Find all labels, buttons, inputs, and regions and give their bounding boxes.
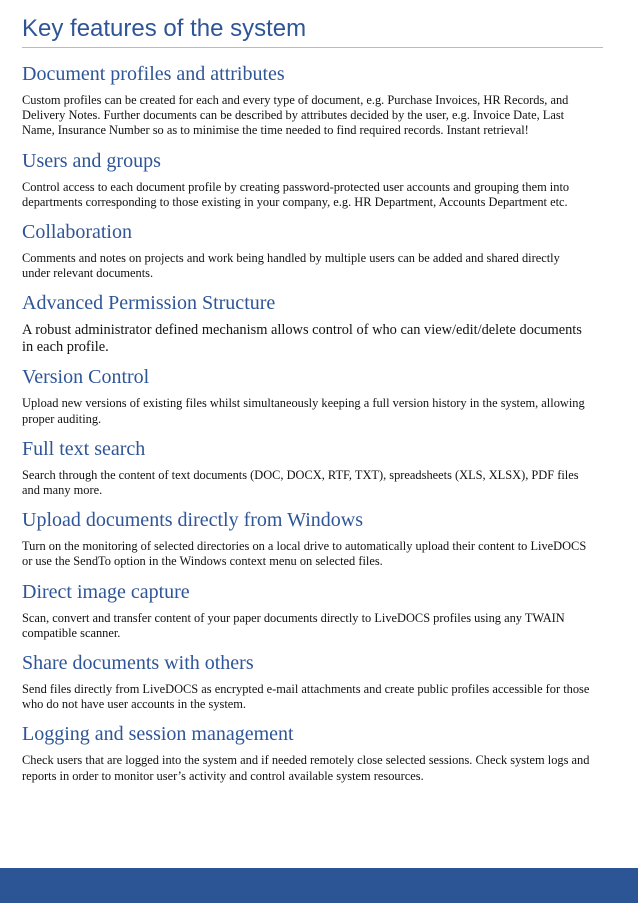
feature-section-upload-windows xyxy=(22,508,590,569)
title-divider xyxy=(22,47,603,48)
section-heading: Version Control xyxy=(22,366,150,389)
section-body: Scan, convert and transfer content of your paper documents directly to LiveDOCS profiles using any TWAIN compatible scanner. xyxy=(22,610,565,640)
section-body: Control access to each document profile by creating password-protected user accounts and grouping them into departments corresponding to those existing in your company, e.g. HR Department, Accounts Department etc. xyxy=(22,179,570,209)
section-heading: Advanced Permission Structure xyxy=(22,292,276,315)
section-heading: Collaboration xyxy=(22,221,132,244)
section-body: Send files directly from LiveDOCS as encrypted e-mail attachments and create public profiles accessible for those who do not have user accounts in the system. xyxy=(22,682,590,712)
feature-section-version-control xyxy=(22,365,590,426)
section-heading: Users and groups xyxy=(22,149,161,172)
section-body: A robust administrator defined mechanism allows control of who can view/edit/delete documents in each profile. xyxy=(22,322,582,355)
feature-section-users-groups xyxy=(22,149,590,210)
section-body: Turn on the monitoring of selected directories on a local drive to automatically upload their content to LiveDOCS or use the SendTo option in the Windows context menu on selected files. xyxy=(22,539,587,569)
section-body: Comments and notes on projects and work being handled by multiple users can be added and shared directly under relevant documents. xyxy=(22,251,560,281)
features-list xyxy=(22,62,590,794)
section-body: Search through the content of text documents (DOC, DOCX, RTF, TXT), spreadsheets (XLS, XLSX), PDF files and many more. xyxy=(22,467,579,498)
section-heading: Direct image capture xyxy=(22,580,190,603)
feature-section-permissions xyxy=(22,291,590,355)
page-title: Key features of the system xyxy=(22,15,307,42)
section-heading: Share documents with others xyxy=(22,652,254,675)
feature-section-collaboration xyxy=(22,220,590,281)
section-body: Custom profiles can be created for each and every type of document, e.g. Purchase Invoices, HR Records, and Delivery Notes. Further documents can be described by attributes decided by the user, e.g. Invoice Date, Last Name, Insurance Number so as to minimise the time needed to find required records. Instant retrieval! xyxy=(22,93,569,138)
feature-section-logging xyxy=(22,722,590,783)
section-heading: Document profiles and attributes xyxy=(22,63,285,85)
section-body: Upload new versions of existing files whilst simultaneously keeping a full version history in the system, allowing proper auditing. xyxy=(22,396,585,426)
section-body: Check users that are logged into the system and if needed remotely close selected sessions. Check system logs and reports in order to monitor user’s activity and control available system resources. xyxy=(22,753,590,783)
feature-section-share-documents xyxy=(22,651,590,712)
section-heading: Full text search xyxy=(22,437,146,460)
section-heading: Logging and session management xyxy=(22,723,294,746)
section-heading: Upload documents directly from Windows xyxy=(22,509,363,532)
feature-section-document-profiles xyxy=(22,62,590,139)
feature-section-image-capture xyxy=(22,580,590,641)
footer-bar xyxy=(0,868,638,903)
feature-section-full-text-search xyxy=(22,437,590,498)
